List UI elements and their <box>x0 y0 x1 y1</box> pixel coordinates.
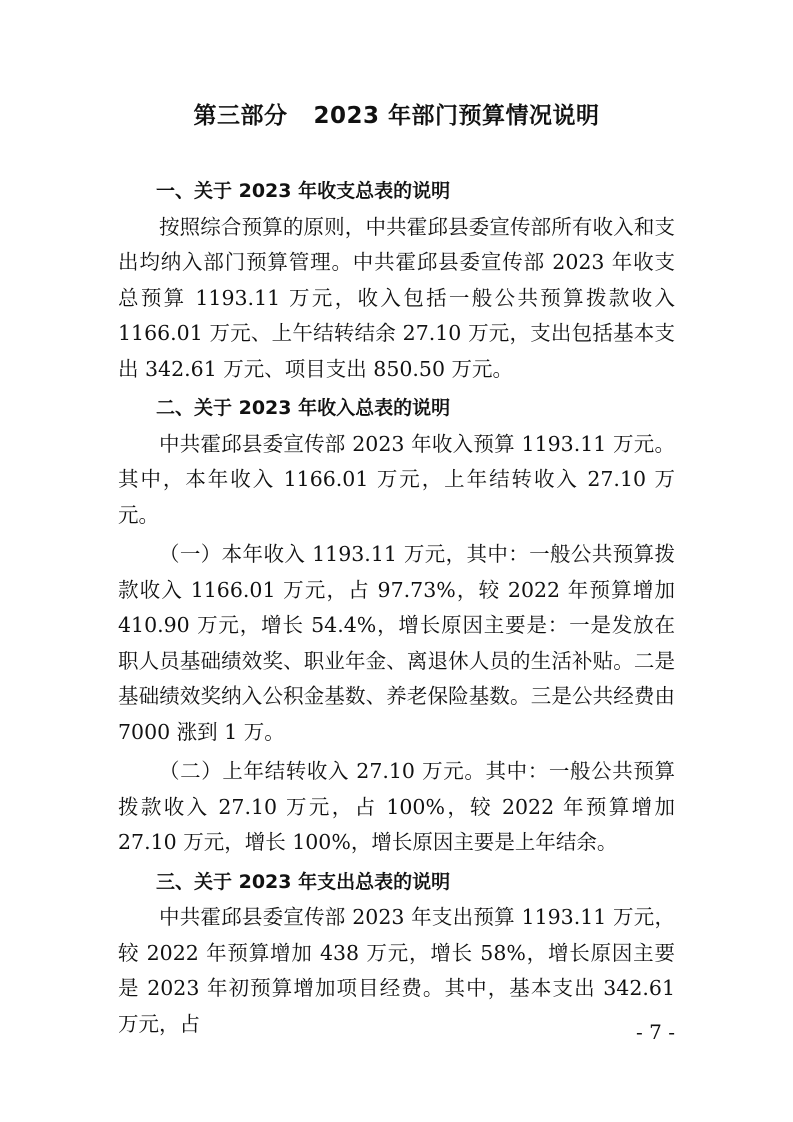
page-title <box>118 94 675 138</box>
section-1 <box>118 174 675 387</box>
section-paragraph: （二）上年结转收入 27.10 万元。其中：一般公共预算拨款收入 27.10 万元，占 100%，较 2022 年预算增加 27.10 万元，增长 100%，增长原因主要是上年结余。 <box>118 759 675 854</box>
section-2 <box>118 391 675 861</box>
title-text: 2023 年部门预算情况说明 <box>313 103 600 129</box>
section-heading: 一、关于 2023 年收支总表的说明 <box>156 180 451 202</box>
section-paragraph: 中共霍邱县委宣传部 2023 年收入预算 1193.11 万元。其中，本年收入 1166.01 万元，上年结转收入 27.10 万元。 <box>118 431 675 527</box>
section-paragraph: 中共霍邱县委宣传部 2023 年支出预算 1193.11 万元，较 2022 年预算增加 438 万元，增长 58%，增长原因主要是 2023 年初预算增加项目经费。其中，基本支出 342.61 万元，占 <box>118 905 675 1036</box>
title-part: 第三部分 <box>193 103 288 129</box>
page-number: - 7 - <box>636 1019 675 1044</box>
section-heading: 二、关于 2023 年收入总表的说明 <box>156 397 451 419</box>
section-heading: 三、关于 2023 年支出总表的说明 <box>156 870 451 893</box>
section-3 <box>118 865 675 1043</box>
section-paragraph: （一）本年收入 1193.11 万元，其中：一般公共预算拨款收入 1166.01 万元，占 97.73%，较 2022 年预算增加 410.90 万元，增长 54.4%，增长原因主要是：一是发放在职人员基础绩效奖、职业年金、离退休人员的生活补贴。二是基础绩效奖纳入公积金基数、养老保险基数。三是公共经费由 7000 涨到 1 万。 <box>118 542 675 744</box>
section-paragraph: 按照综合预算的原则，中共霍邱县委宣传部所有收入和支出均纳入部门预算管理。中共霍邱县委宣传部 2023 年收支总预算 1193.11 万元，收入包括一般公共预算拨款收入 1166.01 万元、上午结转结余 27.10 万元，支出包括基本支出 342.61 万元、项目支出 850.50 万元。 <box>118 214 675 381</box>
